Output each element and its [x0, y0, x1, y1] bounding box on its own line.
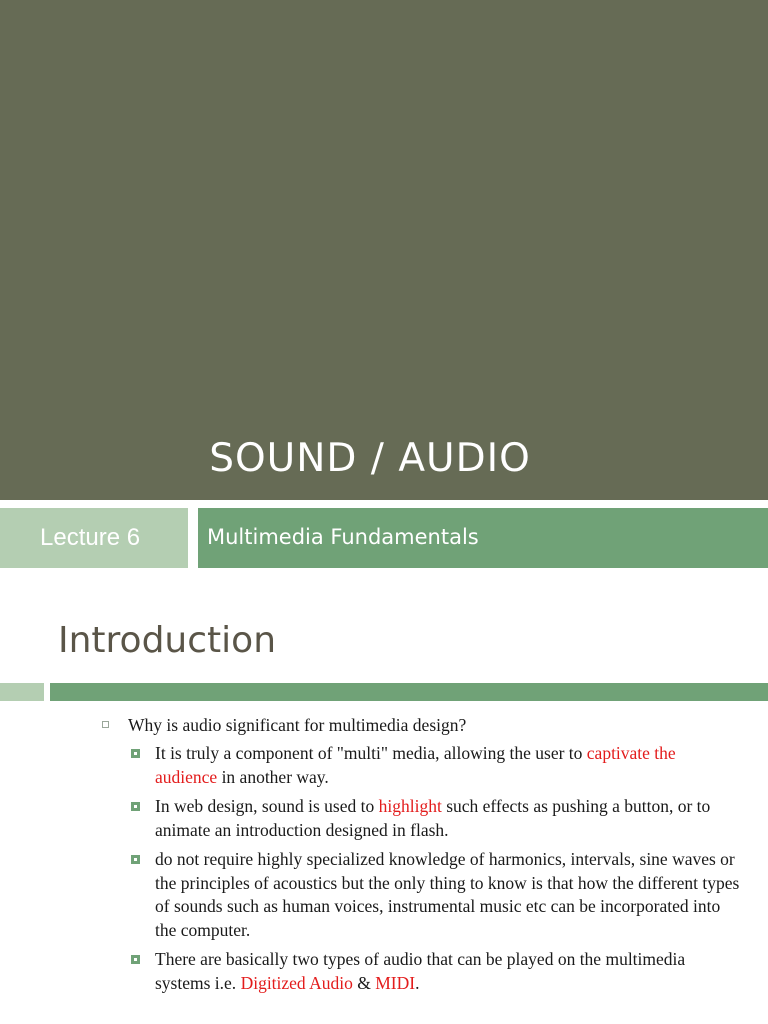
hollow-square-bullet-icon: [102, 721, 109, 728]
sub-bullet-4-before: There are basically two types of audio that can be played on the multimedia systems i.e.: [155, 949, 686, 993]
bullet-main-text: Why is audio significant for multimedia design?: [128, 715, 467, 735]
sub-bullet-4: [128, 948, 740, 995]
content-slide: [0, 590, 768, 1024]
sub-bullet-1-before: It is truly a component of "multi" media, allowing the user to: [155, 743, 587, 763]
slide-title: SOUND / AUDIO: [209, 436, 531, 481]
bullet-main: [100, 714, 740, 995]
sub-bullet-4-after: .: [415, 972, 420, 993]
filled-square-bullet-icon: [131, 802, 140, 811]
sub-bullet-3-text: do not require highly specialized knowledge of harmonics, intervals, sine waves or the principles of acoustics but the only thing to know is that how the different types of sounds such as human voices, instrumental music etc can be incorporated into the computer.: [155, 849, 740, 940]
subtitle-label: Multimedia Fundamentals: [207, 525, 479, 549]
filled-square-bullet-icon: [131, 749, 140, 758]
filled-square-bullet-icon: [131, 855, 140, 864]
sub-bullet-2: [128, 795, 740, 842]
sub-bullet-4-highlight-1: Digitized Audio: [240, 972, 353, 993]
sub-bullet-list: [128, 742, 740, 995]
sub-bullet-2-before: In web design, sound is used to: [155, 796, 379, 816]
sub-bullet-1-highlight: captivate the audience: [155, 743, 676, 787]
filled-square-bullet-icon: [131, 955, 140, 964]
sub-bullet-4-highlight-2: MIDI: [375, 972, 416, 993]
bullet-list: [100, 714, 740, 1001]
content-heading: Introduction: [58, 620, 277, 661]
sub-bullet-3: [128, 848, 740, 942]
lecture-label: Lecture 6: [40, 524, 141, 551]
sub-bullet-1: [128, 742, 740, 789]
sub-bullet-2-highlight: highlight: [378, 796, 442, 816]
heading-rule-long: [50, 683, 768, 701]
heading-rule-short: [0, 683, 44, 701]
sub-bullet-1-after: in another way.: [217, 766, 329, 787]
title-hero-panel: [0, 0, 768, 500]
sub-bullet-2-after: such effects as pushing a button, or to animate an introduction designed in flash.: [155, 796, 711, 840]
subtitle-banner: [198, 508, 768, 568]
lecture-badge: [0, 508, 188, 568]
sub-bullet-4-mid: &: [352, 972, 376, 993]
